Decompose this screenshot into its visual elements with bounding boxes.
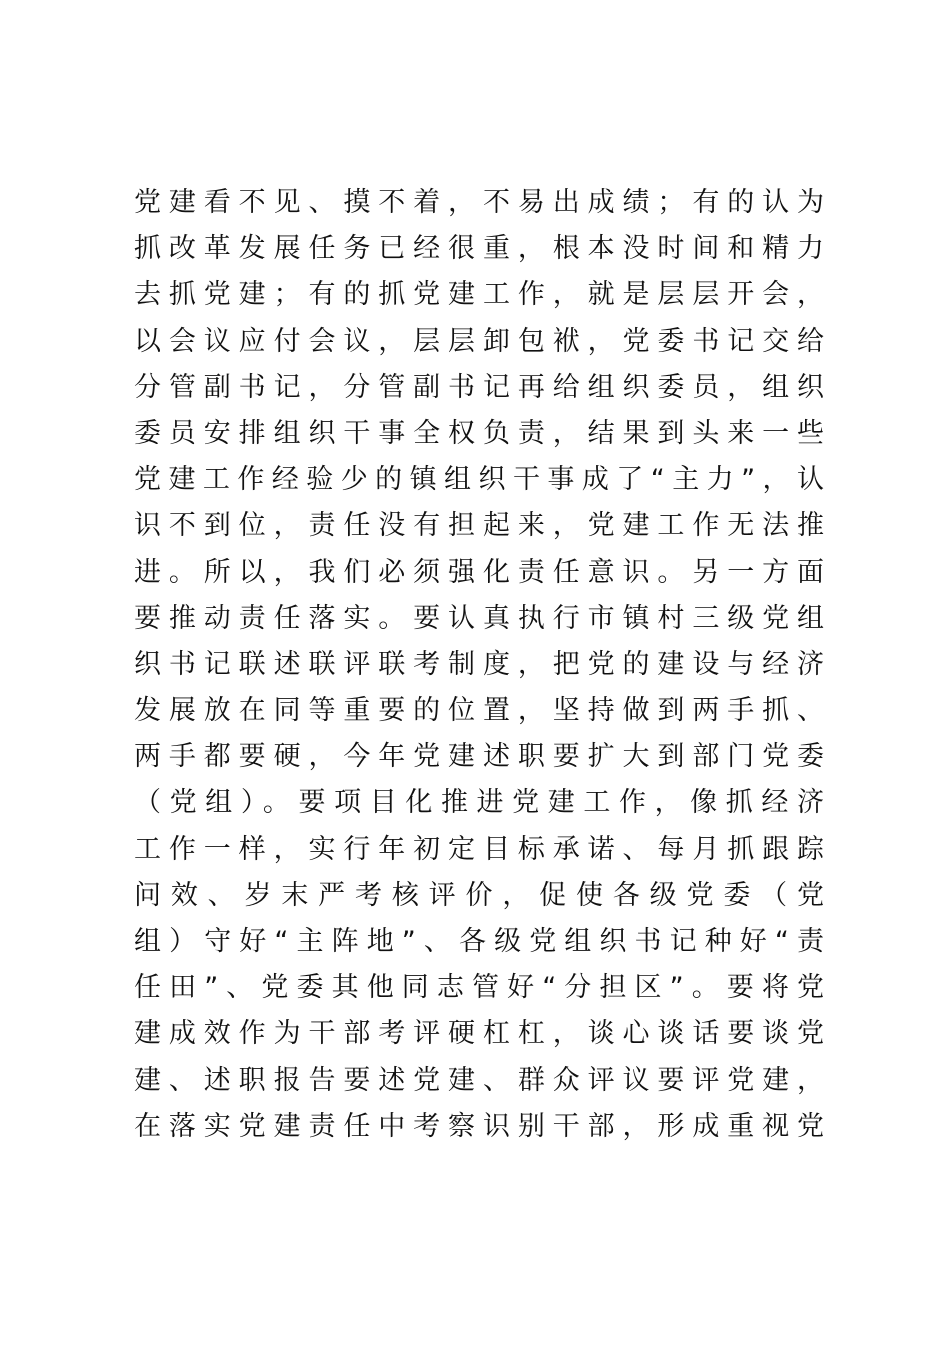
text-line: 进。所以，我们必须强化责任意识。另一方面 (134, 556, 824, 588)
text-line: 要推动责任落实。要认真执行市镇村三级党组 (134, 602, 824, 634)
text-line: 在落实党建责任中考察识别干部，形成重视党 (134, 1110, 824, 1142)
text-line: 两手都要硬，今年党建述职要扩大到部门党委 (134, 741, 824, 773)
text-line: （党组）。要项目化推进党建工作，像抓经济 (134, 787, 824, 819)
text-line: 建、述职报告要述党建、群众评议要评党建， (134, 1064, 824, 1096)
text-line: 分管副书记，分管副书记再给组织委员，组织 (134, 371, 824, 403)
text-line: 问效、岁末严考核评价，促使各级党委（党 (134, 879, 824, 911)
text-line: 识不到位，责任没有担起来，党建工作无法推 (134, 510, 824, 542)
text-line: 工作一样，实行年初定目标承诺、每月抓跟踪 (134, 833, 824, 865)
text-line: 党建工作经验少的镇组织干事成了“主力”，认 (134, 464, 824, 496)
text-line: 去抓党建；有的抓党建工作，就是层层开会， (134, 279, 824, 311)
text-line: 以会议应付会议，层层卸包袱，党委书记交给 (134, 325, 824, 357)
text-line: 抓改革发展任务已经很重，根本没时间和精力 (134, 233, 824, 265)
text-line: 建成效作为干部考评硬杠杠，谈心谈话要谈党 (134, 1018, 824, 1050)
body-text (134, 180, 824, 1150)
text-line: 组）守好“主阵地”、各级党组织书记种好“责 (134, 926, 824, 957)
text-line: 任田”、党委其他同志管好“分担区”。要将党 (134, 972, 824, 1004)
text-line: 党建看不见、摸不着，不易出成绩；有的认为 (134, 187, 824, 218)
text-line: 发展放在同等重要的位置，坚持做到两手抓、 (134, 695, 824, 727)
text-line: 委员安排组织干事全权负责，结果到头来一些 (134, 417, 824, 449)
text-line: 织书记联述联评联考制度，把党的建设与经济 (134, 648, 824, 680)
